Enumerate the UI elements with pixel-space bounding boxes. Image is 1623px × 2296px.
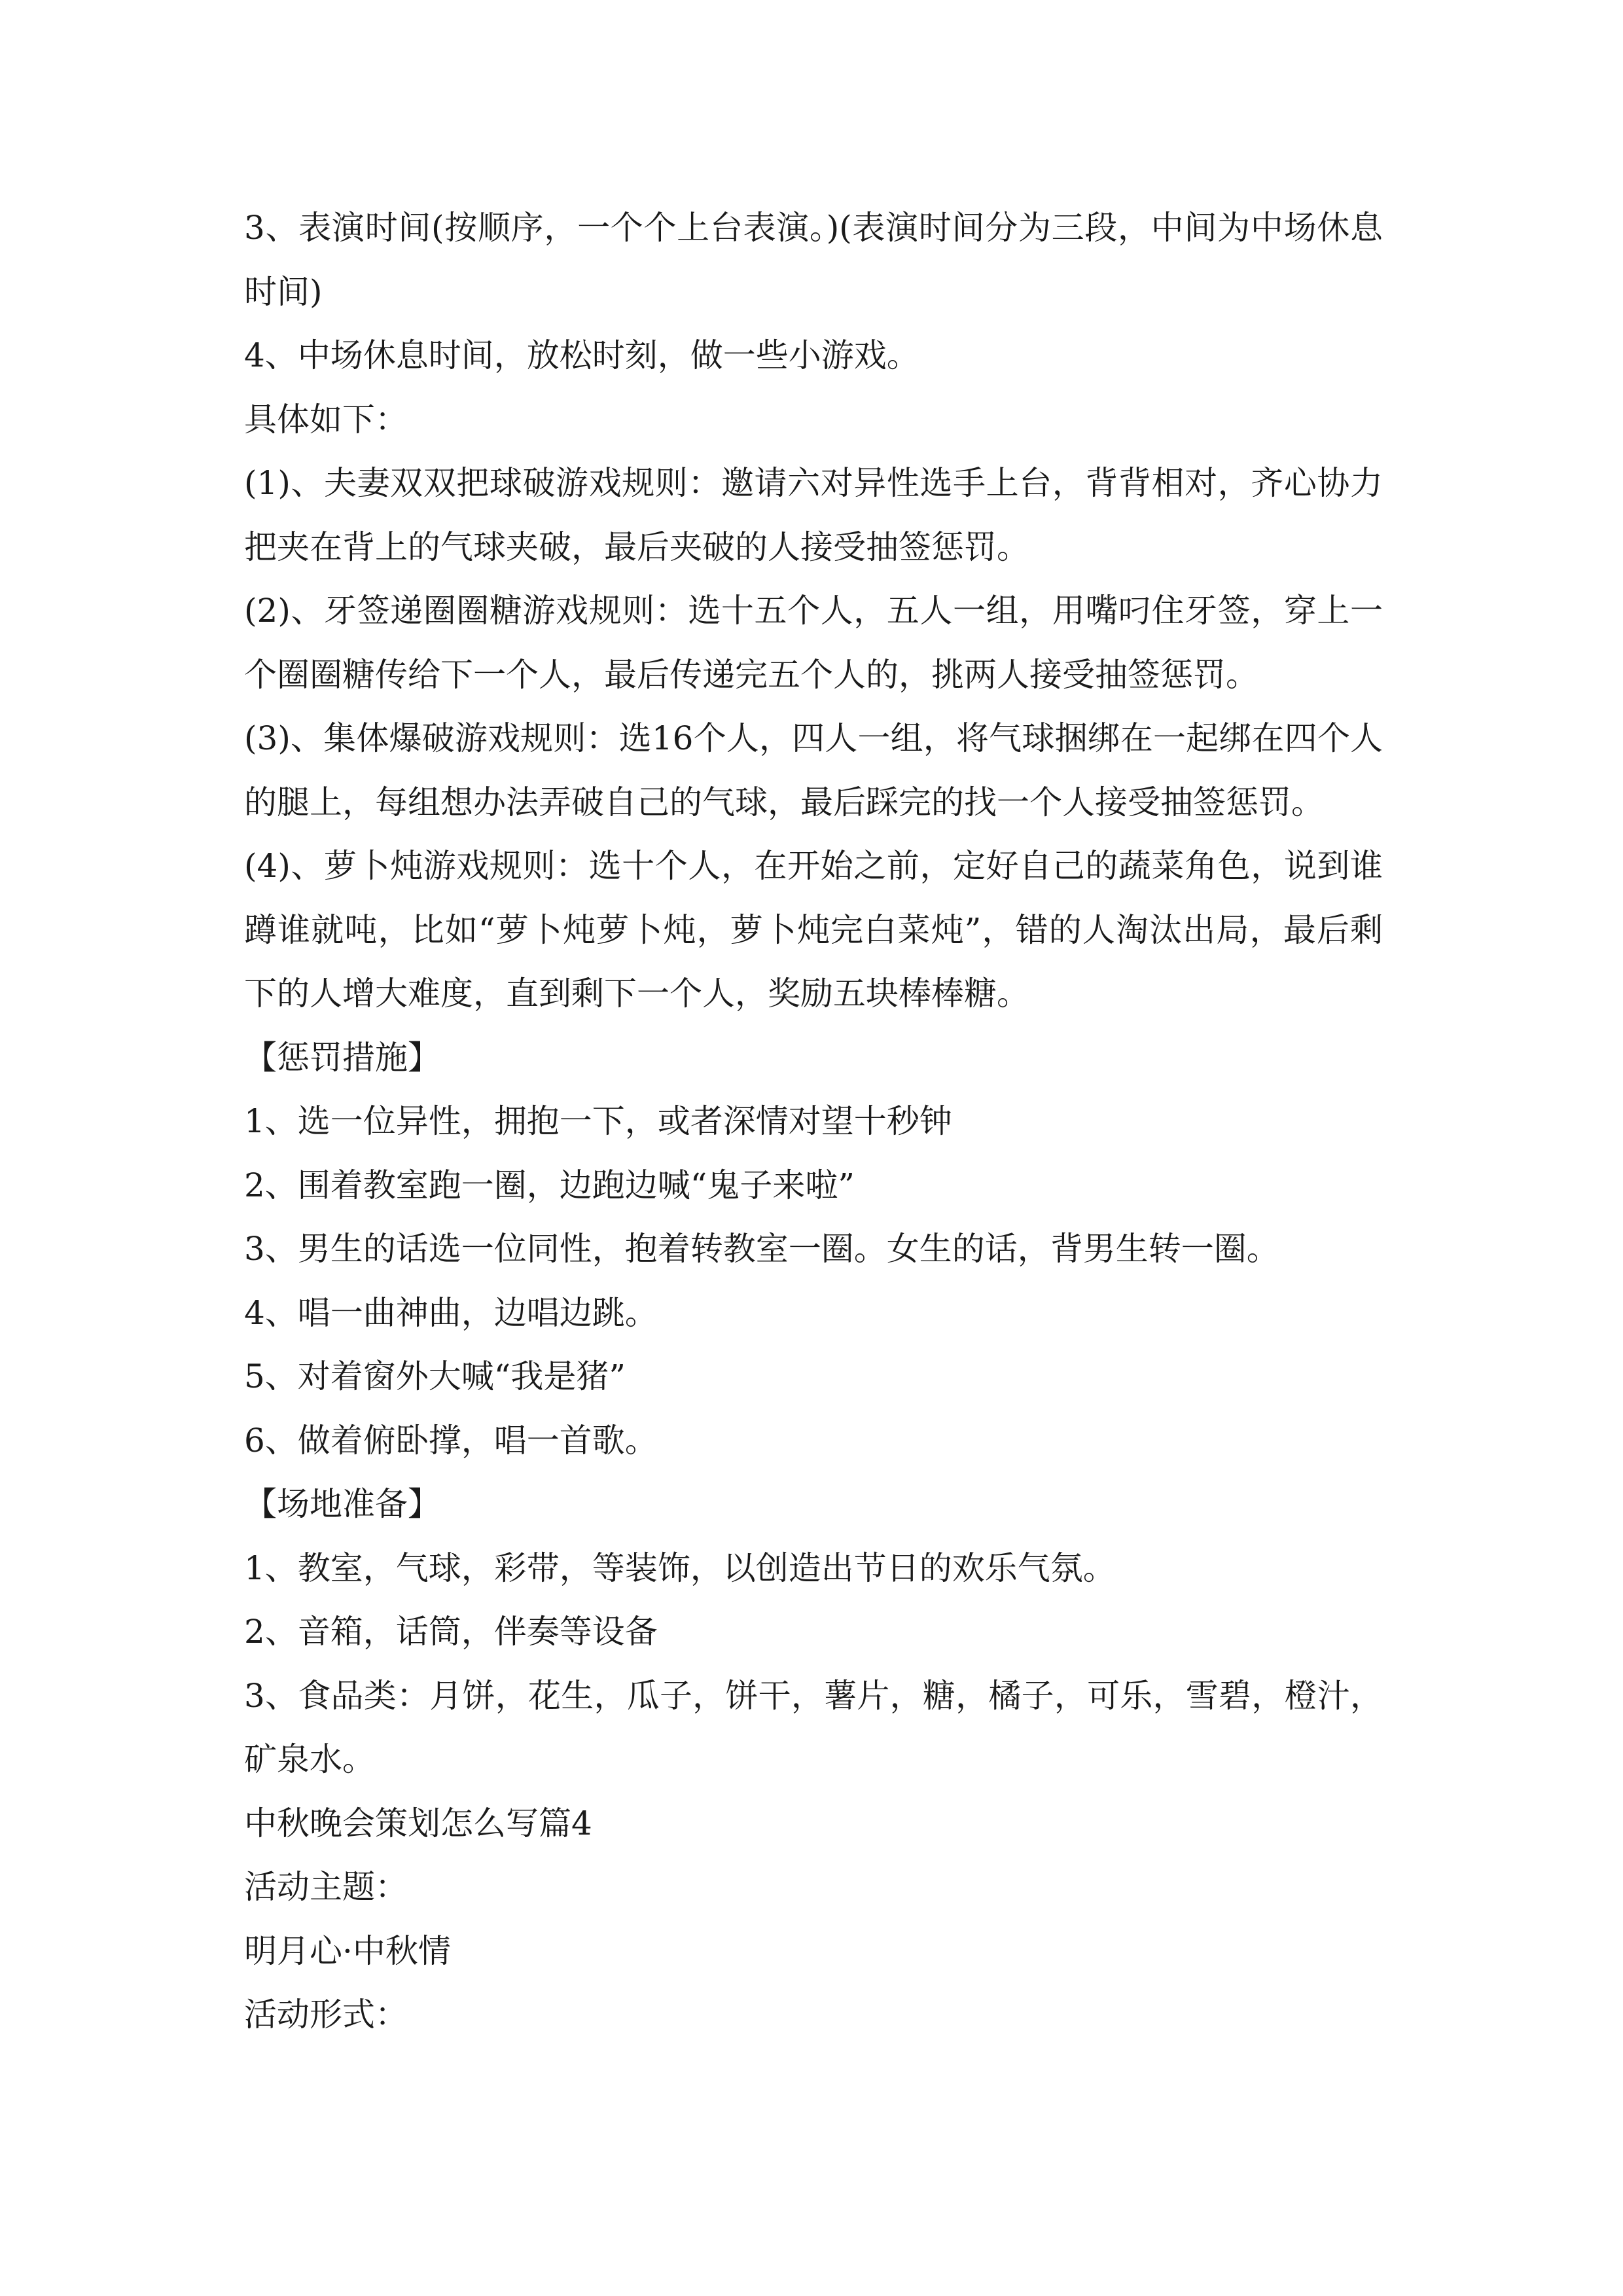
activity-theme-value: 明月心·中秋情 bbox=[244, 1931, 451, 1970]
venue-item-1: 1、教室，气球，彩带，等装饰，以创造出节日的欢乐气氛。 bbox=[244, 1549, 1116, 1587]
paragraph-performance-time: 3、表演时间(按顺序，一个个上台表演。)(表演时间分为三段，中间为中场休息时间) bbox=[244, 209, 1383, 311]
section-title-part-4: 中秋晚会策划怎么写篇4 bbox=[244, 1804, 592, 1842]
paragraph-game-2: (2)、牙签递圈圈糖游戏规则：选十五个人，五人一组，用嘴叼住牙签，穿上一个圈圈糖传给下一个人，最后传递完五个人的，挑两人接受抽签惩罚。 bbox=[244, 592, 1383, 694]
section-heading-penalties: 【惩罚措施】 bbox=[244, 1038, 440, 1077]
paragraph-game-1: (1)、夫妻双双把球破游戏规则：邀请六对异性选手上台，背背相对，齐心协力把夹在背上的气球夹破，最后夹破的人接受抽签惩罚。 bbox=[244, 464, 1383, 566]
penalty-item-3: 3、男生的话选一位同性，抱着转教室一圈。女生的话，背男生转一圈。 bbox=[244, 1230, 1279, 1268]
venue-item-3: 3、食品类：月饼，花生，瓜子，饼干，薯片，糖，橘子，可乐，雪碧，橙汁，矿泉水。 bbox=[244, 1676, 1383, 1778]
paragraph-details-heading: 具体如下： bbox=[244, 400, 408, 439]
document-body bbox=[244, 196, 1383, 2047]
penalty-item-1: 1、选一位异性，拥抱一下，或者深情对望十秒钟 bbox=[244, 1102, 952, 1140]
paragraph-game-3: (3)、集体爆破游戏规则：选16个人，四人一组，将气球捆绑在一起绑在四个人的腿上，每组想办法弄破自己的气球，最后踩完的找一个人接受抽签惩罚。 bbox=[244, 719, 1383, 821]
venue-item-2: 2、音箱，话筒，伴奏等设备 bbox=[244, 1613, 658, 1651]
penalty-item-4: 4、唱一曲神曲，边唱边跳。 bbox=[244, 1293, 658, 1332]
activity-theme-label: 活动主题： bbox=[244, 1868, 408, 1906]
paragraph-game-4: (4)、萝卜炖游戏规则：选十个人，在开始之前，定好自己的蔬菜角色，说到谁蹲谁就吨，比如“萝卜炖萝卜炖，萝卜炖完白菜炖”，错的人淘汰出局，最后剩下的人增大难度，直到剩下一个人，奖励五块棒棒糖。 bbox=[244, 847, 1383, 1013]
penalty-item-6: 6、做着俯卧撑，唱一首歌。 bbox=[244, 1421, 658, 1460]
penalty-item-5: 5、对着窗外大喊“我是猪” bbox=[244, 1357, 626, 1395]
penalty-item-2: 2、围着教室跑一圈，边跑边喊“鬼子来啦” bbox=[244, 1166, 855, 1204]
activity-format-label: 活动形式： bbox=[244, 1996, 408, 2034]
section-heading-venue: 【场地准备】 bbox=[244, 1485, 440, 1523]
paragraph-intermission: 4、中场休息时间，放松时刻，做一些小游戏。 bbox=[244, 336, 919, 374]
